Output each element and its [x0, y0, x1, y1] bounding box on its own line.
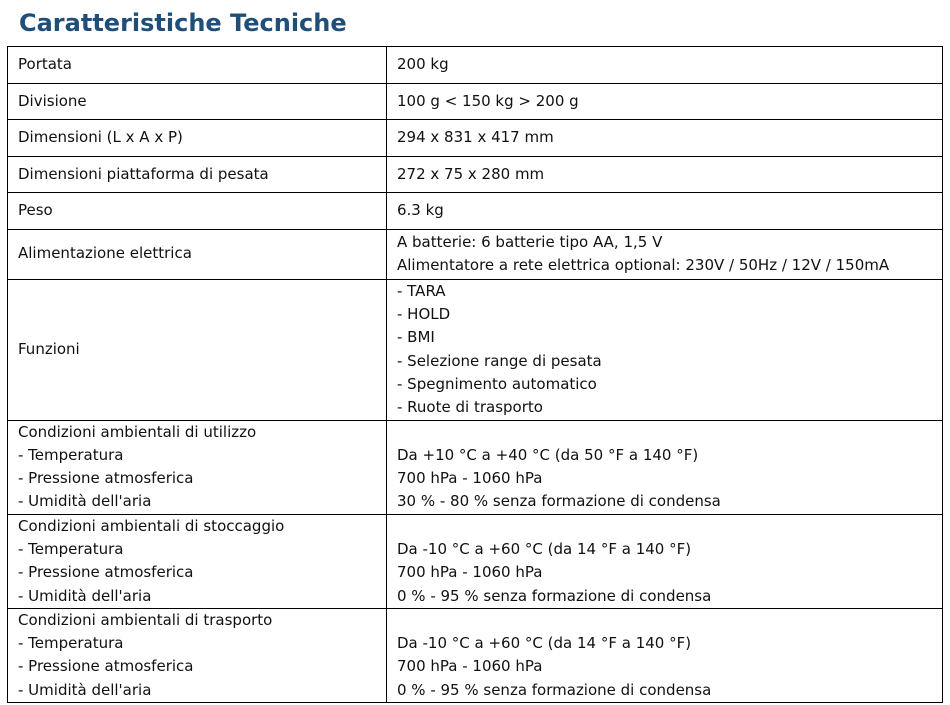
table-row-condizioni-stoccaggio [8, 514, 943, 608]
label-line: - Pressione atmosferica [18, 469, 194, 488]
value-line: A batterie: 6 batterie tipo AA, 1,5 V [397, 232, 663, 251]
row-label [8, 83, 387, 120]
value-line: 294 x 831 x 417 mm [397, 128, 554, 147]
label-line: Portata [18, 55, 73, 74]
label-line: Peso [18, 201, 53, 220]
label-line: - Umidità dell'aria [18, 492, 152, 511]
value-line: 700 hPa - 1060 hPa [397, 469, 543, 488]
row-value [387, 47, 943, 84]
row-value [387, 193, 943, 230]
label-line: - Temperatura [18, 634, 124, 653]
value-line: 0 % - 95 % senza formazione di condensa [397, 586, 712, 605]
row-label [8, 420, 387, 514]
row-value [387, 83, 943, 120]
row-value [387, 608, 943, 702]
label-line: - Temperatura [18, 539, 124, 558]
function-item: - HOLD [397, 304, 451, 323]
label-line: - Umidità dell'aria [18, 586, 152, 605]
label-line: Condizioni ambientali di stoccaggio [18, 516, 285, 535]
label-line: Funzioni [18, 339, 80, 358]
value-line: Alimentatore a rete elettrica optional: 230V / 50Hz / 12V / 150mA [397, 256, 890, 274]
row-label [8, 514, 387, 608]
table-row-dimensioni-piattaforma [8, 156, 943, 193]
value-line: 700 hPa - 1060 hPa [397, 657, 543, 676]
value-line: 6.3 kg [397, 201, 444, 220]
page-title: Caratteristiche Tecniche [19, 9, 347, 37]
value-line: 272 x 75 x 280 mm [397, 164, 545, 183]
label-line: - Pressione atmosferica [18, 657, 194, 676]
value-line: 700 hPa - 1060 hPa [397, 563, 543, 582]
function-item: - TARA [397, 281, 446, 300]
function-item: - Ruote di trasporto [397, 398, 543, 417]
function-item: - Selezione range di pesata [397, 351, 602, 370]
function-item: - BMI [397, 328, 435, 347]
value-line: Da +10 °C a +40 °C (da 50 °F a 140 °F) [397, 445, 699, 464]
table-row-peso [8, 193, 943, 230]
specifications-table [7, 46, 943, 703]
label-line: - Umidità dell'aria [18, 680, 152, 699]
row-label [8, 47, 387, 84]
row-value [387, 120, 943, 157]
table-row-condizioni-utilizzo [8, 420, 943, 514]
value-line: 200 kg [397, 55, 449, 74]
label-line: Alimentazione elettrica [18, 244, 192, 263]
table-row-alimentazione [8, 229, 943, 279]
value-line: 100 g < 150 kg > 200 g [397, 91, 579, 110]
row-value [387, 514, 943, 608]
table-row-dimensioni [8, 120, 943, 157]
label-line: Dimensioni piattaforma di pesata [18, 164, 269, 183]
row-label [8, 229, 387, 279]
row-label [8, 279, 387, 420]
row-value [387, 156, 943, 193]
table-row-portata [8, 47, 943, 84]
label-line: Dimensioni (L x A x P) [18, 128, 183, 147]
table-row-condizioni-trasporto [8, 608, 943, 702]
table-row-divisione [8, 83, 943, 120]
value-line: Da -10 °C a +60 °C (da 14 °F a 140 °F) [397, 539, 692, 558]
row-label [8, 120, 387, 157]
row-value [387, 279, 943, 420]
row-label [8, 193, 387, 230]
row-value [387, 229, 943, 279]
label-line: Condizioni ambientali di trasporto [18, 610, 273, 629]
row-label [8, 608, 387, 702]
value-line: 0 % - 95 % senza formazione di condensa [397, 680, 712, 699]
label-line: - Pressione atmosferica [18, 563, 194, 582]
value-line: Da -10 °C a +60 °C (da 14 °F a 140 °F) [397, 634, 692, 653]
value-line: 30 % - 80 % senza formazione di condensa [397, 492, 721, 511]
function-item: - Spegnimento automatico [397, 374, 597, 393]
table-row-funzioni [8, 279, 943, 420]
row-value [387, 420, 943, 514]
label-line: Divisione [18, 91, 87, 110]
row-label [8, 156, 387, 193]
label-line: Condizioni ambientali di utilizzo [18, 422, 257, 441]
label-line: - Temperatura [18, 445, 124, 464]
